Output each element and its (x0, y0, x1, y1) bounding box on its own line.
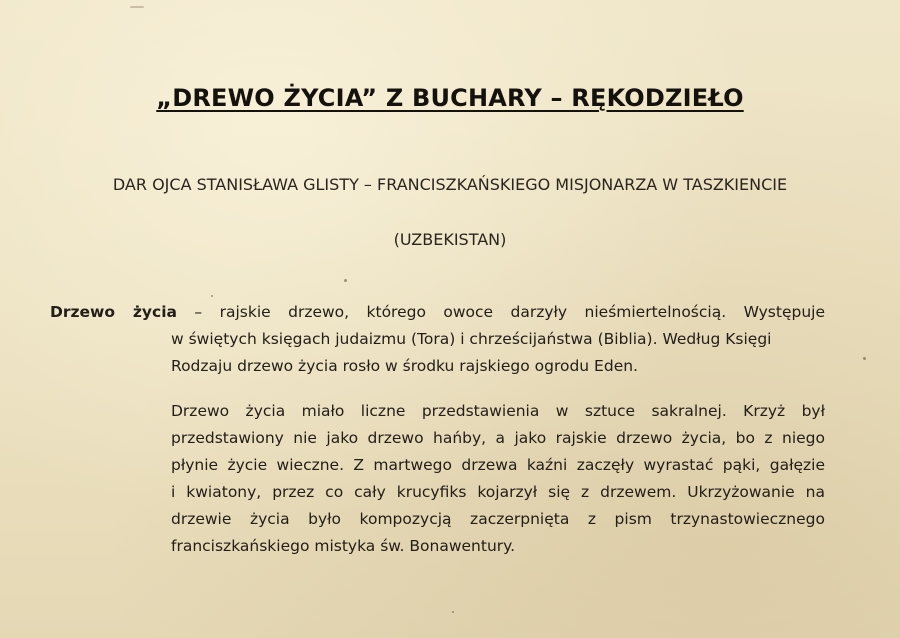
definition-paragraph (50, 299, 825, 380)
paper-speck (130, 6, 144, 8)
description-line-1: Drzewo życia miało liczne przedstawienia w sztuce sakralnej. Krzyż był (171, 402, 825, 420)
description-line-3: płynie życie wieczne. Z martwego drzewa kaźni zaczęły wyrastać pąki, gałęzie (171, 456, 825, 474)
description-paragraph (171, 398, 825, 560)
subtitle-country: (UZBEKISTAN) (393, 230, 507, 249)
definition-line-2: w świętych księgach judaizmu (Tora) i chrześcijaństwa (Biblia). Według Księgi (171, 330, 772, 348)
paper-speck (211, 295, 213, 297)
description-line-5: drzewie życia było kompozycją zaczerpnięta z pism trzynastowiecznego (171, 510, 825, 528)
subtitle-donor: DAR OJCA STANISŁAWA GLISTY – FRANCISZKAŃSKIEGO MISJONARZA W TASZKIENCIE (112, 175, 788, 194)
description-line-2: przedstawiony nie jako drzewo hańby, a jako rajskie drzewo życia, bo z niego (171, 429, 825, 447)
definition-line-1 (50, 299, 825, 326)
definition-line-3: Rodzaju drzewo życia rosło w środku rajskiego ogrodu Eden. (171, 357, 638, 375)
definition-text: – rajskie drzewo, którego owoce darzyły nieśmiertelnością. Występuje (177, 303, 825, 321)
description-line-6: franciszkańskiego mistyka św. Bonawentury. (171, 537, 516, 555)
paper-speck (344, 279, 347, 282)
paper-speck (452, 611, 454, 613)
description-line-4: i kwiatony, przez co cały krucyfiks kojarzył się z drzewem. Ukrzyżowanie na (171, 483, 825, 501)
paper-speck (863, 357, 866, 360)
definition-term: Drzewo życia (50, 303, 177, 321)
page-title: „DREWO ŻYCIA” Z BUCHARY – RĘKODZIEŁO (156, 84, 744, 112)
